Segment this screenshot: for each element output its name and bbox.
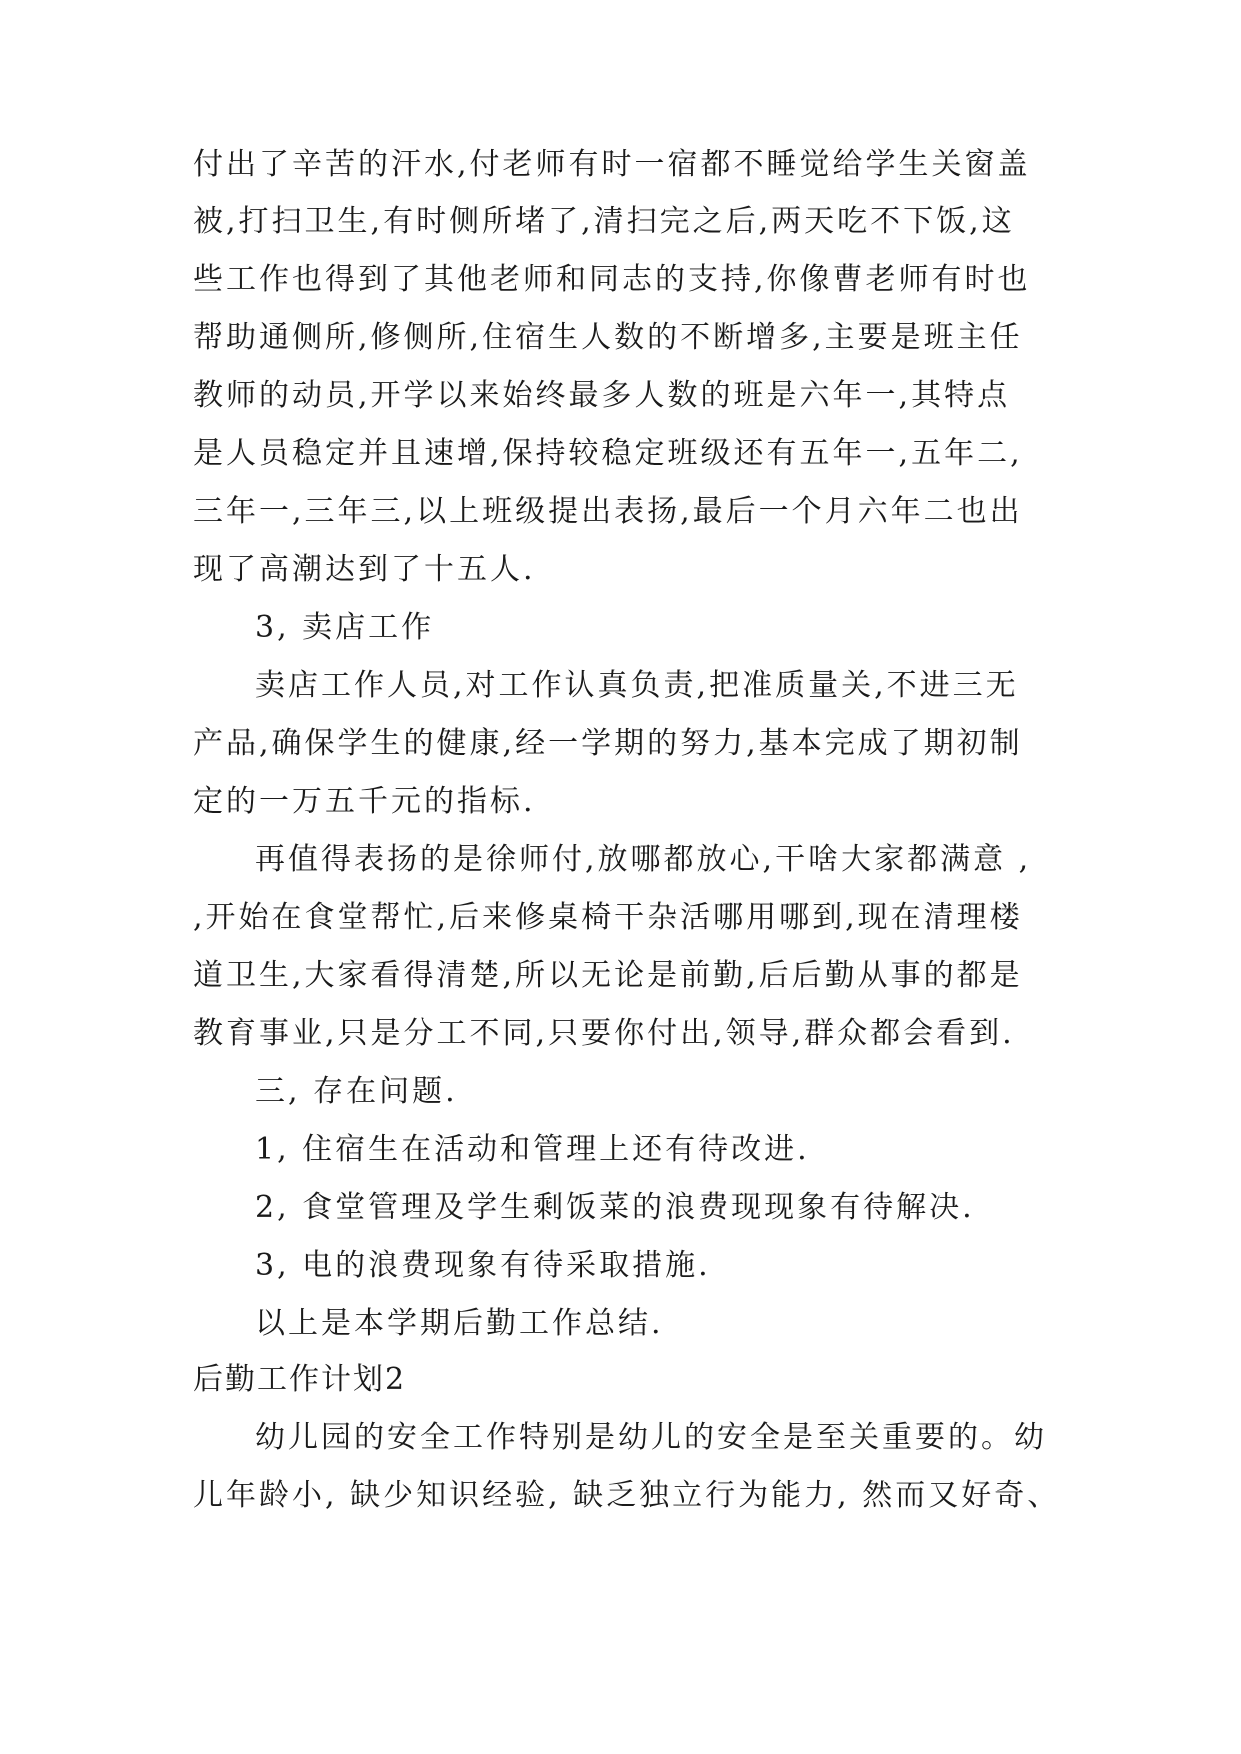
paragraph-line: 是人员稳定并且速增,保持较稳定班级还有五年一,五年二, [193,436,1023,471]
paragraph-line: 三年一,三年三,以上班级提出表扬,最后一个月六年二也出 [193,494,1023,529]
list-item: 3, 电的浪费现象有待采取措施. [255,1248,711,1283]
paragraph-line: 卖店工作人员,对工作认真负责,把准质量关,不进三无 [255,668,1019,703]
paragraph-line: 些工作也得到了其他老师和同志的支持,你像曹老师有时也 [193,262,1031,297]
paragraph-line: 再值得表扬的是徐师付,放哪都放心,干啥大家都满意 , [255,842,1032,877]
paragraph-line: 道卫生,大家看得清楚,所以无论是前勤,后后勤从事的都是 [193,958,1023,993]
section-heading: 3, 卖店工作 [255,610,435,645]
list-item: 1, 住宿生在活动和管理上还有待改进. [255,1132,810,1167]
paragraph-line: 付出了辛苦的汗水,付老师有时一宿都不睡觉给学生关窗盖 [193,147,1031,182]
paragraph-line: 定的一万五千元的指标. [193,784,536,819]
paragraph-line: 幼儿园的安全工作特别是幼儿的安全是至关重要的。幼 [255,1420,1047,1455]
paragraph-line: 帮助通侧所,修侧所,住宿生人数的不断增多,主要是班主任 [193,320,1023,355]
paragraph-line: 产品,确保学生的健康,经一学期的努力,基本完成了期初制 [193,726,1023,761]
paragraph-line: 儿年龄小, 缺少知识经验, 缺乏独立行为能力, 然而又好奇、 [193,1478,1061,1513]
paragraph-line: 教师的动员,开学以来始终最多人数的班是六年一,其特点 [193,378,1011,413]
section-heading: 三, 存在问题. [255,1074,458,1109]
paragraph-line: 教育事业,只是分工不同,只要你付出,领导,群众都会看到. [193,1016,1015,1051]
paragraph-line: ,开始在食堂帮忙,后来修桌椅干杂活哪用哪到,现在清理楼 [193,900,1023,935]
paragraph-line: 现了高潮达到了十五人. [193,552,536,587]
paragraph-line: 被,打扫卫生,有时侧所堵了,清扫完之后,两天吃不下饭,这 [193,204,1015,239]
document-title: 后勤工作计划2 [193,1362,407,1397]
paragraph-line: 以上是本学期后勤工作总结. [255,1306,664,1341]
list-item: 2, 食堂管理及学生剩饭菜的浪费现现象有待解决. [255,1190,975,1225]
